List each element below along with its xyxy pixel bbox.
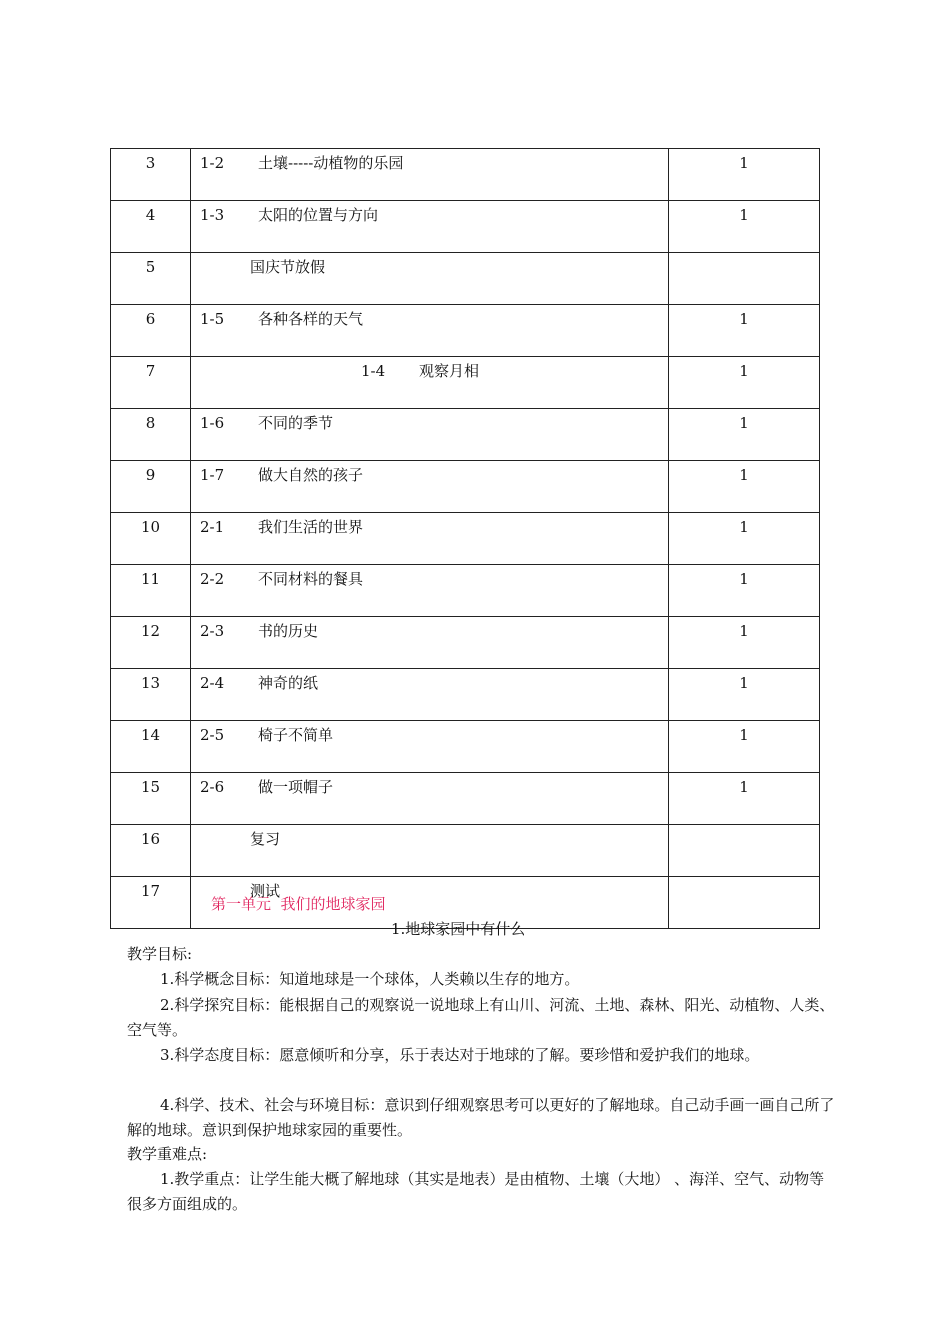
lesson-title-text: 国庆节放假 xyxy=(250,258,326,276)
lesson-title-text: 复习 xyxy=(250,830,281,848)
lesson-title-text: 书的历史 xyxy=(258,622,319,640)
lesson-cell xyxy=(191,357,669,409)
lesson-code: 1-3 xyxy=(200,206,225,224)
lesson-code: 1-7 xyxy=(200,466,225,484)
goal-item-1: 1.科学概念目标：知道地球是一个球体，人类赖以生存的地方。 xyxy=(160,970,580,988)
lesson-title-text: 椅子不简单 xyxy=(258,726,334,744)
hours-cell: 1 xyxy=(669,669,820,721)
lesson-centered xyxy=(200,362,668,380)
key-point-1: 1.教学重点：让学生能大概了解地球（其实是地表）是由植物、土壤（大地） 、海洋、空气、动物等很多方面组成的。 xyxy=(127,1170,825,1213)
lesson-title-text: 我们生活的世界 xyxy=(258,518,364,536)
table-row xyxy=(111,461,820,513)
lesson-title-text: 观察月相 xyxy=(419,362,480,380)
goal-item-4: 4.科学、技术、社会与环境目标：意识到仔细观察思考可以更好的了解地球。自己动手画一画自己所了解的地球。意识到保护地球家园的重要性。 xyxy=(127,1096,835,1139)
lesson-title: 1.地球家园中有什么 xyxy=(391,920,526,938)
table-row xyxy=(111,201,820,253)
schedule-table xyxy=(110,148,820,929)
goals-heading: 教学目标: xyxy=(127,945,193,963)
lesson-title-text: 各种各样的天气 xyxy=(258,310,364,328)
lesson-cell xyxy=(191,773,669,825)
lesson-cell xyxy=(191,565,669,617)
lesson-code: 2-5 xyxy=(200,726,225,744)
lesson-code: 1-2 xyxy=(200,154,225,172)
lesson-code: 2-4 xyxy=(200,674,225,692)
week-cell: 6 xyxy=(111,305,191,357)
hours-cell xyxy=(669,877,820,929)
hours-cell: 1 xyxy=(669,721,820,773)
lesson-cell xyxy=(191,149,669,201)
lesson-cell xyxy=(191,825,669,877)
week-cell: 17 xyxy=(111,877,191,929)
lesson-cell xyxy=(191,617,669,669)
lesson-title-text: 不同材料的餐具 xyxy=(258,570,364,588)
table-row xyxy=(111,357,820,409)
lesson-cell xyxy=(191,305,669,357)
key-points-heading: 教学重难点: xyxy=(127,1145,208,1163)
lesson-code: 2-6 xyxy=(200,778,225,796)
lesson-title-text: 做一项帽子 xyxy=(258,778,334,796)
goal-item-3: 3.科学态度目标：愿意倾听和分享，乐于表达对于地球的了解。要珍惜和爱护我们的地球。 xyxy=(160,1046,760,1064)
goal-item-2: 2.科学探究目标：能根据自己的观察说一说地球上有山川、河流、土地、森林、阳光、动植物、人类、空气等。 xyxy=(127,996,835,1039)
table-row xyxy=(111,409,820,461)
lesson-title-text: 不同的季节 xyxy=(258,414,334,432)
table-row xyxy=(111,773,820,825)
lesson-code: 1-5 xyxy=(200,310,225,328)
week-cell: 10 xyxy=(111,513,191,565)
table-row xyxy=(111,669,820,721)
week-cell: 4 xyxy=(111,201,191,253)
hours-cell: 1 xyxy=(669,201,820,253)
hours-cell: 1 xyxy=(669,149,820,201)
lesson-cell xyxy=(191,409,669,461)
lesson-cell xyxy=(191,513,669,565)
lesson-cell xyxy=(191,461,669,513)
hours-cell xyxy=(669,253,820,305)
week-cell: 11 xyxy=(111,565,191,617)
table-row xyxy=(111,253,820,305)
lesson-cell xyxy=(191,721,669,773)
lesson-code: 2-3 xyxy=(200,622,225,640)
lesson-cell xyxy=(191,201,669,253)
week-cell: 15 xyxy=(111,773,191,825)
table-row xyxy=(111,513,820,565)
hours-cell: 1 xyxy=(669,461,820,513)
week-cell: 3 xyxy=(111,149,191,201)
table-row xyxy=(111,149,820,201)
lesson-code: 1-4 xyxy=(361,362,386,380)
week-cell: 5 xyxy=(111,253,191,305)
week-cell: 14 xyxy=(111,721,191,773)
lesson-title-text: 太阳的位置与方向 xyxy=(258,206,379,224)
week-cell: 12 xyxy=(111,617,191,669)
lesson-cell xyxy=(191,253,669,305)
unit-title: 第一单元 我们的地球家园 xyxy=(211,895,386,913)
hours-cell: 1 xyxy=(669,513,820,565)
week-cell: 9 xyxy=(111,461,191,513)
table-row xyxy=(111,721,820,773)
hours-cell xyxy=(669,825,820,877)
schedule-body xyxy=(111,149,820,929)
week-cell: 8 xyxy=(111,409,191,461)
hours-cell: 1 xyxy=(669,773,820,825)
table-row xyxy=(111,825,820,877)
lesson-code: 2-1 xyxy=(200,518,225,536)
lesson-title-text: 土壤-----动植物的乐园 xyxy=(258,154,404,172)
lesson-cell xyxy=(191,669,669,721)
lesson-code: 2-2 xyxy=(200,570,225,588)
lesson-title-text: 测试 xyxy=(250,882,281,900)
table-row xyxy=(111,617,820,669)
week-cell: 13 xyxy=(111,669,191,721)
hours-cell: 1 xyxy=(669,617,820,669)
week-cell: 16 xyxy=(111,825,191,877)
hours-cell: 1 xyxy=(669,409,820,461)
lesson-title-text: 做大自然的孩子 xyxy=(258,466,364,484)
hours-cell: 1 xyxy=(669,565,820,617)
lesson-code: 1-6 xyxy=(200,414,225,432)
week-cell: 7 xyxy=(111,357,191,409)
hours-cell: 1 xyxy=(669,357,820,409)
table-row xyxy=(111,565,820,617)
lesson-title-text: 神奇的纸 xyxy=(258,674,319,692)
table-row xyxy=(111,305,820,357)
hours-cell: 1 xyxy=(669,305,820,357)
